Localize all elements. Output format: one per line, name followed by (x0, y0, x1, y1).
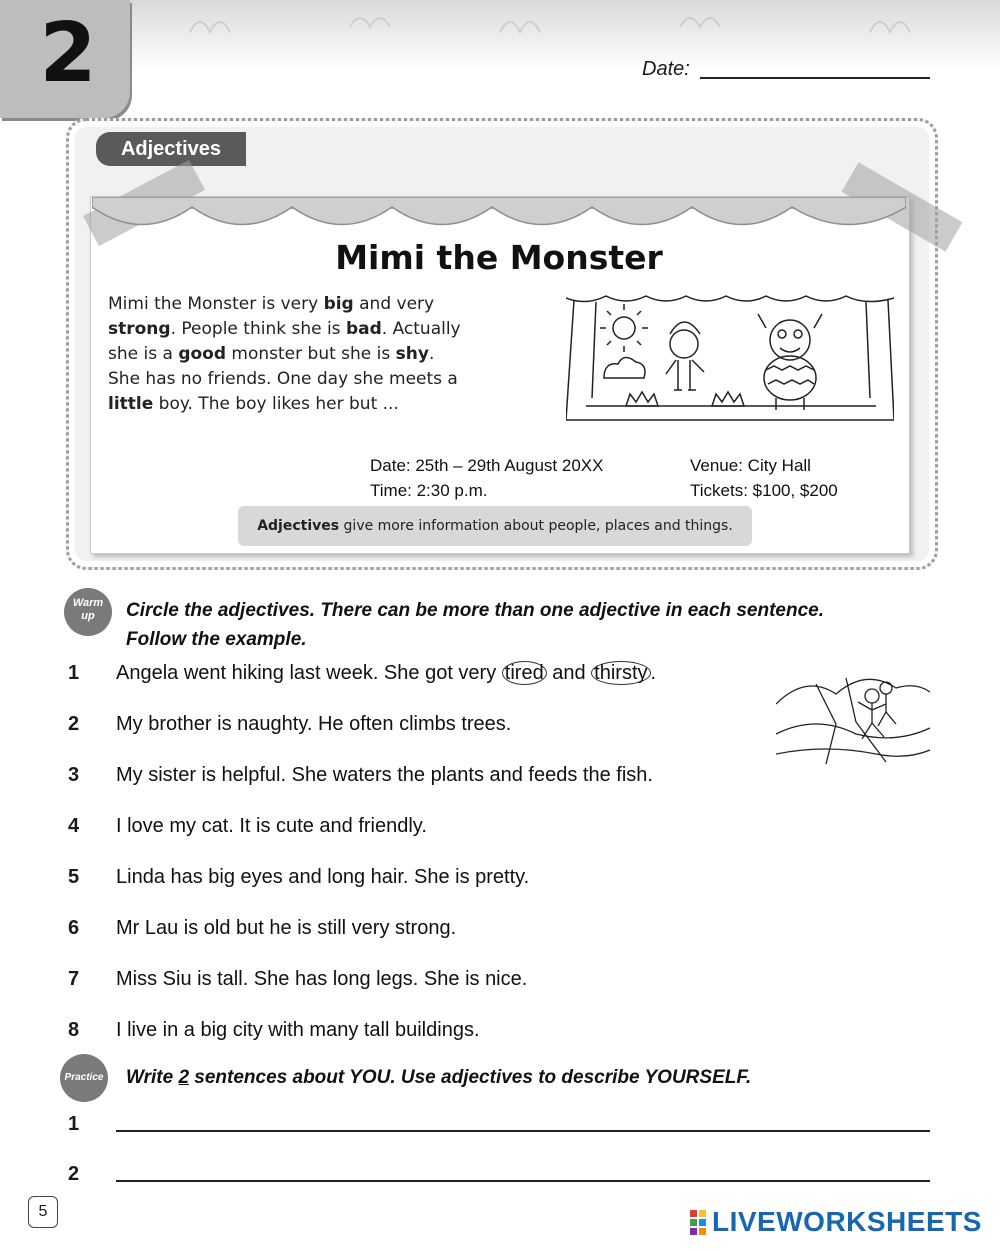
puzzle-pattern (180, 2, 980, 52)
sentence-text[interactable]: and (546, 662, 592, 684)
practice-line-number: 2 (68, 1163, 80, 1185)
liveworksheets-brand[interactable]: LIVEWORKSHEETS (712, 1206, 982, 1237)
poster-title: Mimi the Monster (335, 238, 663, 277)
adjective-note (238, 506, 752, 546)
item-number: 7 (68, 968, 80, 990)
warmup-badge-line2: up (81, 610, 95, 622)
story-fragment: Mimi the Monster is very (108, 294, 324, 314)
practice-answer-line[interactable] (116, 1130, 930, 1132)
sentence-text[interactable]: Mr Lau is old but he is still very strong. (116, 917, 457, 939)
item-number: 8 (68, 1019, 80, 1041)
warmup-instruction-line2: Follow the example. (126, 629, 307, 650)
practice-instruction-after: sentences about YOU. Use adjectives to describe YOURSELF. (189, 1067, 752, 1088)
sentence-4 (116, 815, 427, 838)
story-fragment: . She has no friends. One day she meets a (108, 344, 458, 389)
practice-line-number: 1 (68, 1113, 80, 1135)
story-adjective: strong (108, 319, 171, 339)
practice-instruction-before: Write (126, 1067, 179, 1088)
date-input-line[interactable] (700, 77, 930, 79)
sentence-text[interactable]: Linda has big eyes and long hair. She is pretty. (116, 866, 530, 888)
date-label: Date: (642, 58, 690, 80)
section-label: Adjectives (96, 132, 246, 166)
story-adjective: little (108, 394, 154, 414)
hiking-illustration (776, 664, 930, 764)
story-fragment: monster but she is (226, 344, 396, 364)
sentence-5 (116, 866, 529, 889)
event-tickets: Tickets: $100, $200 (690, 481, 838, 500)
note-rest: give more information about people, places and things. (339, 518, 733, 534)
sentence-text[interactable]: My brother is naughty. He often climbs trees. (116, 713, 512, 735)
practice-instruction-number: 2 (178, 1067, 190, 1088)
story-fragment: . Actually she is a (108, 319, 461, 364)
story-adjective: big (323, 294, 354, 314)
item-number: 4 (68, 815, 80, 837)
unit-number: 2 (39, 6, 97, 101)
note-bold: Adjectives (257, 518, 340, 534)
event-venue: Venue: City Hall (690, 456, 811, 475)
warmup-instruction-line1: Circle the adjectives. There can be more than one adjective in each sentence. (126, 600, 824, 621)
circled-adjective[interactable]: thirsty (591, 661, 650, 685)
sentence-6 (116, 917, 456, 940)
page-number: 5 (28, 1196, 58, 1228)
stage-illustration (566, 288, 894, 428)
sentence-text[interactable]: Angela went hiking last week. She got very (116, 662, 502, 684)
item-number: 1 (68, 662, 80, 684)
sentence-text[interactable]: I love my cat. It is cute and friendly. (116, 815, 427, 837)
sentence-text[interactable]: Miss Siu is tall. She has long legs. She is nice. (116, 968, 528, 990)
item-number: 6 (68, 917, 80, 939)
item-number: 2 (68, 713, 80, 735)
story-adjective: shy (395, 344, 429, 364)
event-date: Date: 25th – 29th August 20XX (370, 456, 604, 475)
story-fragment: boy. The boy likes her but ... (153, 394, 399, 414)
practice-instruction (126, 1064, 751, 1092)
warmup-badge-line1: Warm (72, 597, 104, 609)
sentence-3 (116, 764, 653, 787)
sentence-7 (116, 968, 527, 991)
story-fragment: . People think she is (170, 319, 346, 339)
item-number: 3 (68, 764, 80, 786)
story-fragment: and very (353, 294, 435, 314)
practice-badge: Practice (60, 1054, 108, 1102)
sentence-text[interactable]: . (650, 662, 657, 684)
story-text (108, 292, 468, 417)
warmup-badge (64, 588, 112, 636)
sentence-8 (116, 1019, 480, 1042)
story-adjective: good (178, 344, 227, 364)
story-adjective: bad (345, 319, 382, 339)
sentence-1 (116, 662, 656, 685)
curtain-valance (92, 197, 906, 241)
practice-answer-line[interactable] (116, 1180, 930, 1182)
sentence-text[interactable]: My sister is helpful. She waters the plants and feeds the fish. (116, 764, 653, 786)
sentence-text[interactable]: I live in a big city with many tall buildings. (116, 1019, 480, 1041)
item-number: 5 (68, 866, 80, 888)
sentence-2 (116, 713, 511, 736)
event-time: Time: 2:30 p.m. (370, 481, 488, 500)
liveworksheets-logo-icon (690, 1210, 706, 1236)
circled-adjective[interactable]: tired (502, 661, 547, 685)
